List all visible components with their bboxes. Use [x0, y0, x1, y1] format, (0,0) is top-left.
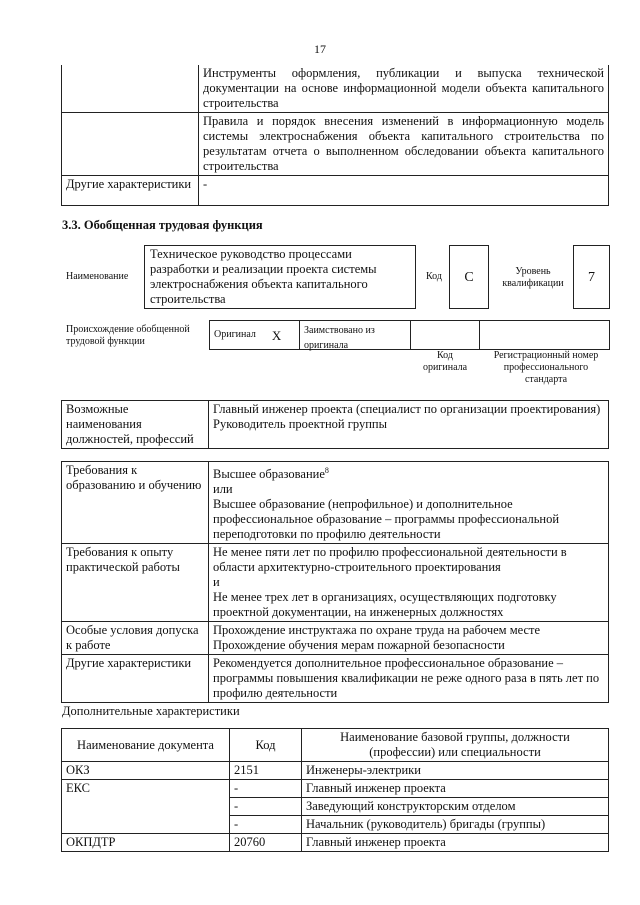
additional-header-code: Код [230, 729, 302, 762]
positions-values [209, 401, 609, 449]
row-name: Заведующий конструкторским отделом [302, 798, 609, 816]
special-line-1: Прохождение инструктажа по охране труда на рабочем месте [213, 623, 541, 638]
reg-number-cell [480, 321, 609, 349]
row-code: - [230, 798, 302, 816]
experience-label: Требования к опыту практической работы [62, 544, 209, 622]
origin-grid [209, 320, 610, 350]
position-2: Руководитель проектной группы [213, 417, 387, 431]
top-table-empty-cell [62, 65, 199, 113]
additional-table [61, 728, 609, 852]
level-value: 7 [588, 269, 595, 285]
education-text: Высшее образование [213, 467, 325, 482]
code-original-cell [411, 321, 480, 349]
top-table-other-label: Другие характеристики [62, 176, 199, 206]
borrowed-cell [300, 321, 411, 349]
education-values [209, 462, 609, 544]
row-doc: ОКПДТР [62, 834, 230, 852]
table-row [62, 762, 609, 780]
row-code: - [230, 780, 302, 798]
education-label: Требования к образованию и обучению [62, 462, 209, 544]
code-value: C [464, 269, 474, 285]
requirements-table [61, 461, 609, 703]
row-name: Инженеры-электрики [302, 762, 609, 780]
row-code: 20760 [230, 834, 302, 852]
row-name: Главный инженер проекта [302, 780, 609, 798]
section-heading: 3.3. Обобщенная трудовая функция [62, 218, 263, 232]
education-line-3: Высшее образование (непрофильное) и дополнительное профессиональное образование – программы профессиональной переподготовки по профилю деятельности [213, 497, 560, 542]
additional-header-doc: Наименование документа [62, 729, 230, 762]
code-original-label: Код оригинала [422, 350, 468, 373]
additional-title: Дополнительные характеристики [62, 704, 240, 718]
name-value-box [144, 245, 416, 309]
req-other-value: Рекомендуется дополнительное профессиональное образование – программы повышения квалификации не реже одного раза в пять лет по профилю деятельности [209, 655, 609, 703]
top-table-other-value: - [199, 176, 609, 206]
education-line-1 [213, 463, 604, 482]
top-table-empty-cell [62, 113, 199, 176]
row-name: Начальник (руководитель) бригады (группы) [302, 816, 609, 834]
top-table-row-2: Правила и порядок внесения изменений в информационную модель системы электроснабжения объекта капитального строительства по результатам отчета о выполненном обследовании объекта капитального строительства [199, 113, 609, 176]
level-box [573, 245, 610, 309]
level-label: Уровень квалификации [502, 266, 564, 289]
name-label: Наименование [66, 271, 129, 282]
req-other-label: Другие характеристики [62, 655, 209, 703]
positions-label: Возможные наименования должностей, профессий [62, 401, 209, 449]
original-mark: X [271, 327, 282, 343]
original-label: Оригинал [214, 329, 256, 340]
borrowed-label: Заимствовано из оригинала [304, 325, 375, 351]
special-line-2: Прохождение обучения мерам пожарной безопасности [213, 638, 505, 653]
top-table-row-1: Инструменты оформления, публикации и выпуска технической документации на основе информационной модели объекта капитального строительства [199, 65, 609, 113]
experience-values [209, 544, 609, 622]
position-1: Главный инженер проекта (специалист по организации проектирования) [213, 402, 601, 416]
row-code: - [230, 816, 302, 834]
footnote-mark: 8 [324, 466, 329, 475]
page-number: 17 [314, 42, 326, 56]
additional-header-name: Наименование базовой группы, должности (профессии) или специальности [302, 729, 609, 762]
original-cell [210, 321, 300, 349]
row-name: Главный инженер проекта [302, 834, 609, 852]
education-line-2: или [213, 482, 233, 497]
name-value: Техническое руководство процессами разработки и реализации проекта системы электроснабжения объекта капитального строительства [150, 247, 377, 306]
special-label: Особые условия допуска к работе [62, 622, 209, 655]
positions-table [61, 400, 609, 449]
code-label: Код [426, 271, 442, 282]
code-box [449, 245, 489, 309]
special-values [209, 622, 609, 655]
top-table [61, 65, 609, 206]
row-doc: ЕКС [62, 780, 230, 834]
table-row [62, 834, 609, 852]
table-row [62, 780, 609, 798]
experience-line-3: Не менее трех лет в организациях, осуществляющих подготовку проектной документации, на инженерных должностях [213, 590, 557, 620]
row-doc: ОКЗ [62, 762, 230, 780]
experience-line-2: и [213, 575, 220, 590]
experience-line-1: Не менее пяти лет по профилю профессиональной деятельности в области архитектурно-строительного проектирования [213, 545, 567, 575]
origin-label: Происхождение обобщенной трудовой функции [66, 324, 190, 347]
row-code: 2151 [230, 762, 302, 780]
reg-number-label: Регистрационный номер профессионального стандарта [493, 350, 599, 385]
